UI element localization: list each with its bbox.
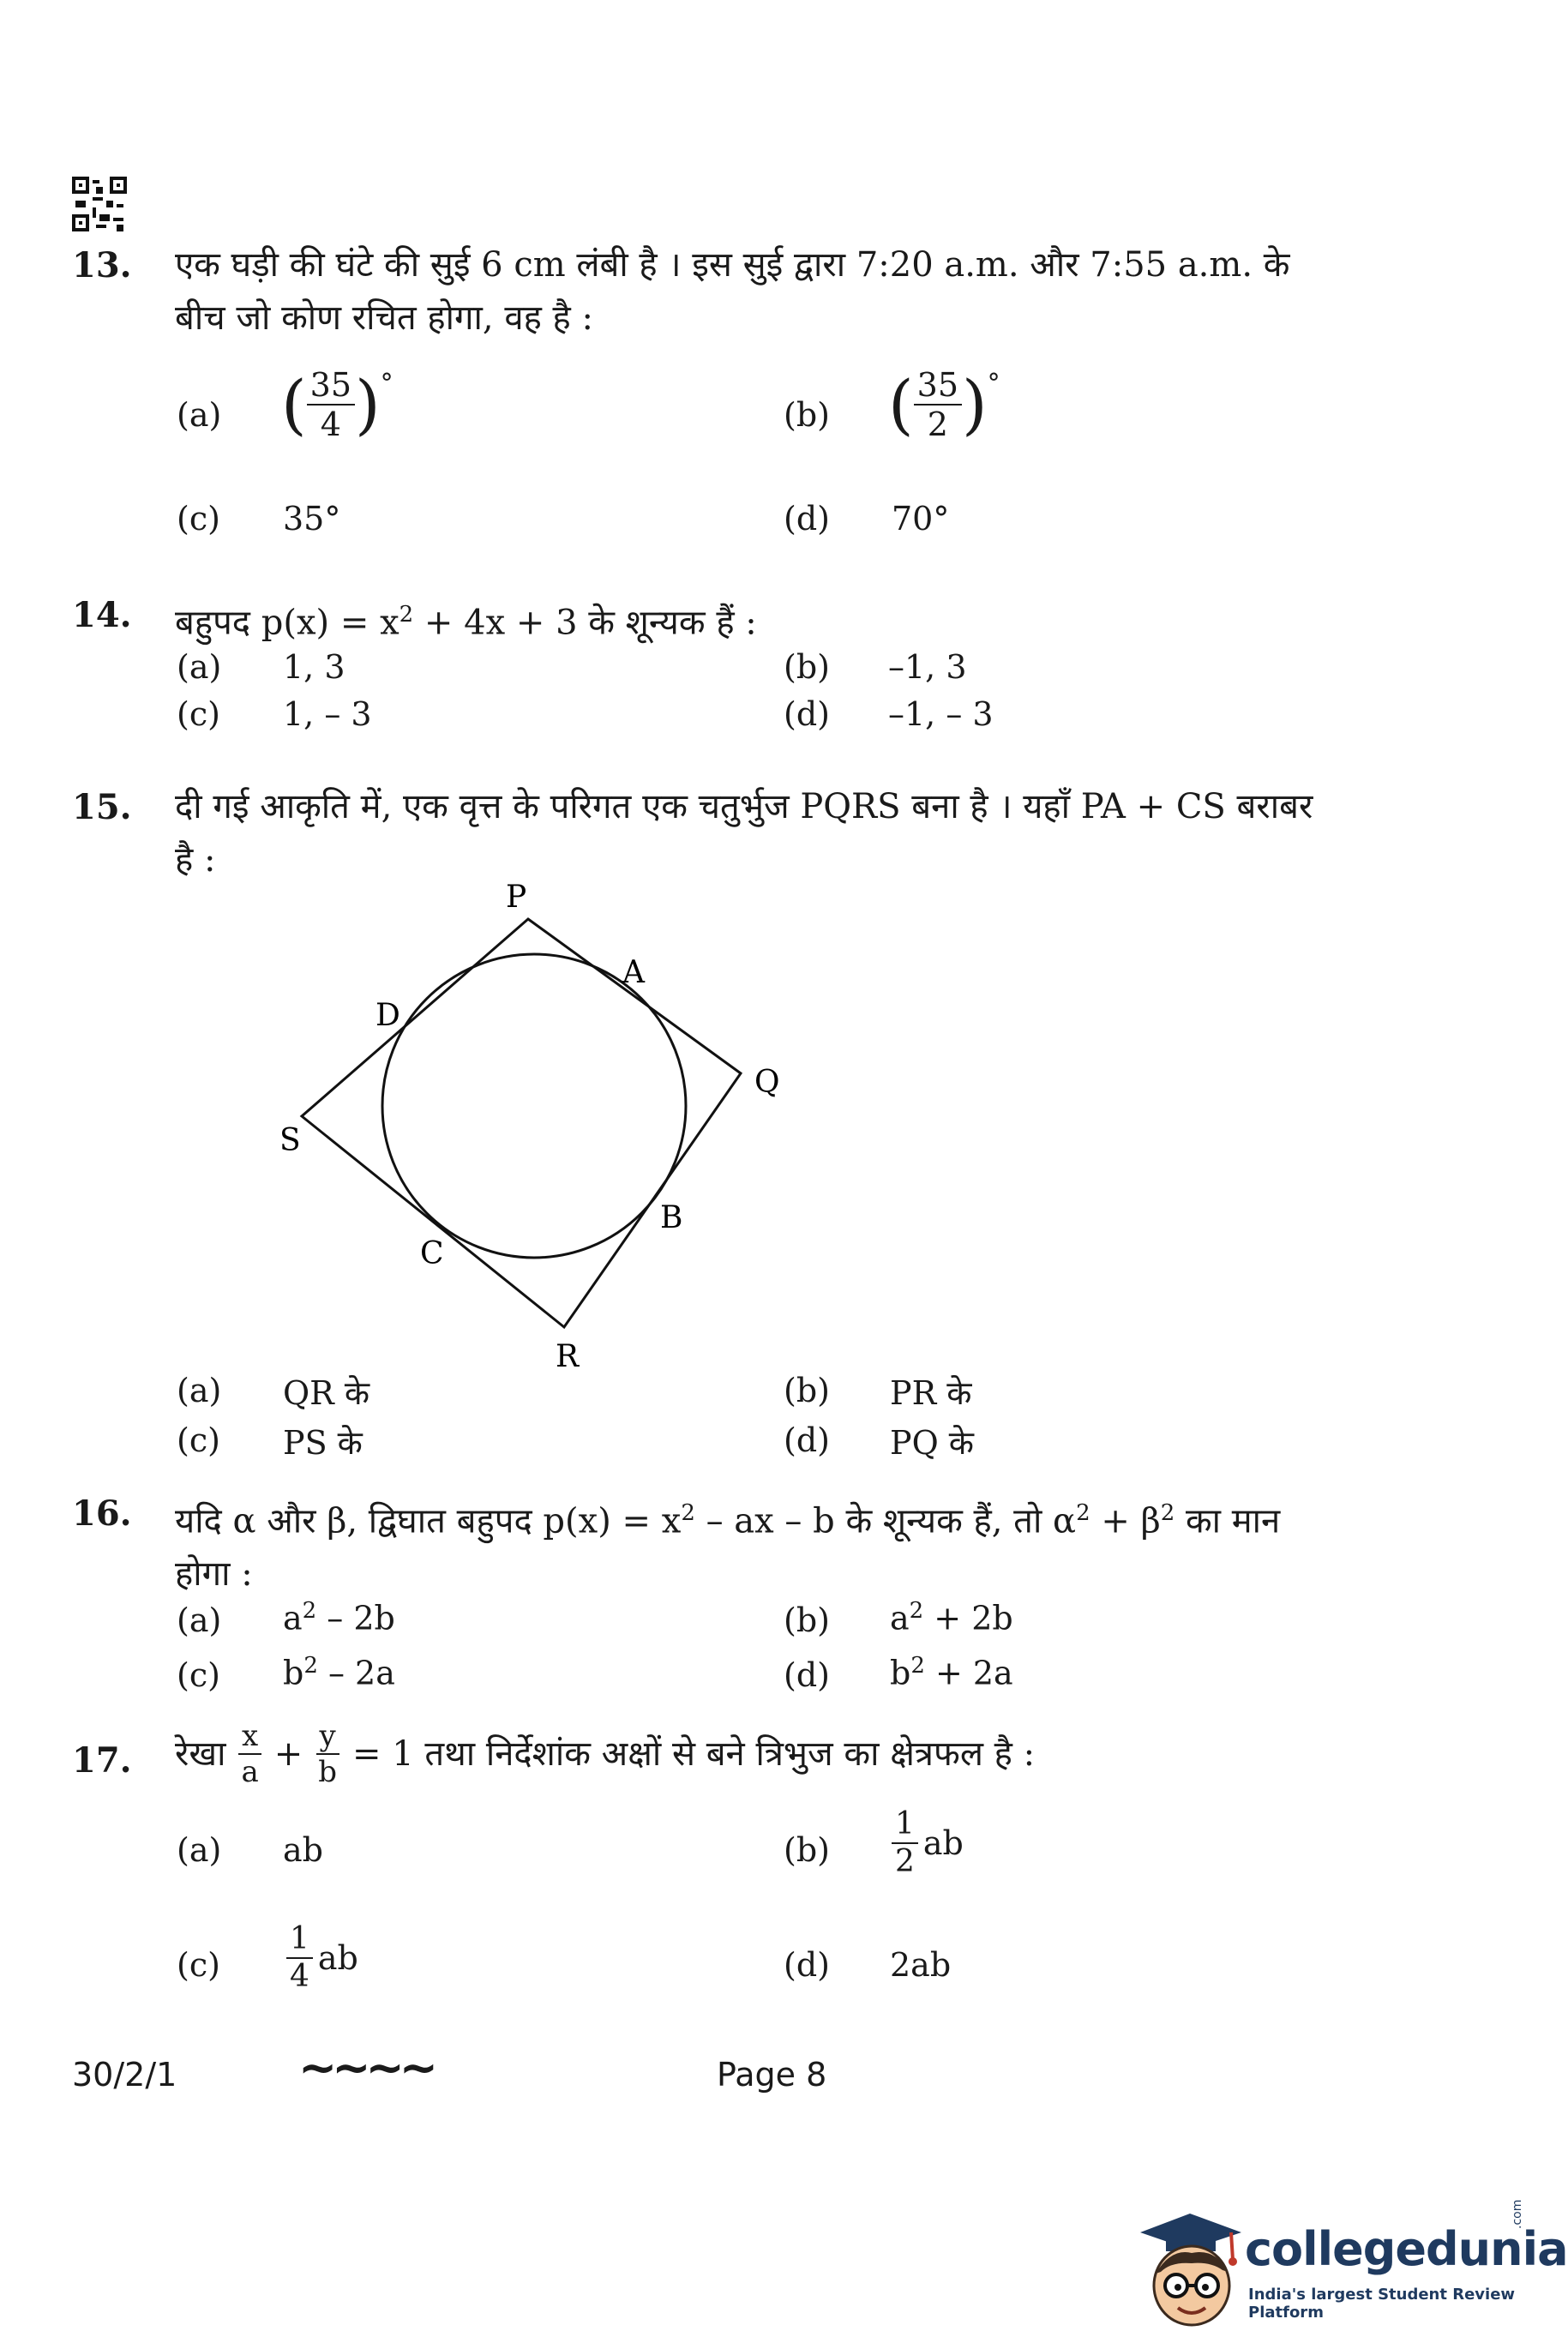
brand-dotcom: .com <box>1511 2199 1524 2229</box>
mascot-logo-icon <box>1137 2210 1248 2330</box>
option-value: PS के <box>283 1424 363 1462</box>
question-number: 17. <box>72 1740 132 1781</box>
option-value: ( $\frac{35}{2}$ )° <box>888 366 1000 443</box>
option-value: 1, – 3 <box>283 695 372 733</box>
point-label-b: B <box>660 1200 683 1235</box>
option-value: ab <box>283 1831 323 1869</box>
point-label-c: C <box>420 1236 444 1271</box>
option-label: (d) <box>784 695 830 733</box>
option-value: $\frac{1}{4}$ ab <box>286 1924 358 1992</box>
point-label-d: D <box>375 998 400 1033</box>
option-label: (a) <box>177 1372 222 1409</box>
option-label: (b) <box>784 1601 830 1639</box>
vertex-label-p: P <box>506 880 527 915</box>
option-label: (c) <box>177 695 220 733</box>
option-label: (a) <box>177 1601 222 1639</box>
option-value: 70° <box>892 500 950 538</box>
wave-ornament: ~~~~ <box>298 2040 433 2094</box>
question-number: 14. <box>72 595 132 635</box>
option-label: (c) <box>177 1656 220 1694</box>
question-number: 15. <box>72 787 132 827</box>
quadrilateral-pqrs <box>302 919 741 1327</box>
option-label: (c) <box>177 1946 220 1984</box>
paper-code: 30/2/1 <box>72 2056 177 2094</box>
option-label: (b) <box>784 1831 830 1869</box>
question-text: यदि α और β, द्विघात बहुपद $p(x) = x^2$ – ax – b के शून्यक हैं, तो $\alpha^2 + \beta^2$ का मान होगा : <box>175 1500 1281 1595</box>
question-number: 16. <box>72 1493 132 1534</box>
option-label: (d) <box>784 1421 830 1459</box>
point-label-a: A <box>622 955 645 990</box>
option-value: –1, – 3 <box>888 695 994 733</box>
option-label: (d) <box>784 1946 830 1984</box>
option-label: (d) <box>784 1656 830 1694</box>
quadrilateral-circle-figure <box>257 866 823 1380</box>
option-label: (b) <box>784 396 830 434</box>
brand-name: collegedunia <box>1245 2222 1568 2276</box>
option-value: $a^2 + 2b$ <box>890 1598 1013 1637</box>
vertex-label-q: Q <box>754 1065 780 1100</box>
option-label: (b) <box>784 648 830 686</box>
question-text: दी गई आकृति में, एक वृत्त के परिगत एक चतुर्भुज PQRS बना है । यहाँ PA + CS बराबर है : <box>175 787 1313 880</box>
option-value: $\frac{1}{2}$ ab <box>892 1809 964 1877</box>
option-value: 2ab <box>890 1946 952 1984</box>
question-text: रेखा $\frac{x}{a}$ + $\frac{y}{b}$ = 1 तथा निर्देशांक अक्षों से बने त्रिभुज का क्षेत्रफल है : <box>175 1719 1036 1789</box>
option-value: PQ के <box>890 1424 974 1462</box>
option-label: (a) <box>177 648 222 686</box>
brand-tagline: India's largest Student Review Platform <box>1248 2286 1516 2322</box>
option-value: ( $\frac{35}{4}$ )° <box>281 366 394 443</box>
page-number: Page 8 <box>717 2056 827 2094</box>
option-value: $b^2 + 2a$ <box>890 1653 1013 1692</box>
vertex-label-s: S <box>279 1123 301 1158</box>
vertex-label-r: R <box>556 1339 580 1374</box>
qr-code-icon <box>72 177 127 231</box>
option-label: (a) <box>177 1831 222 1869</box>
option-label: (c) <box>177 1421 220 1459</box>
question-text: एक घड़ी की घंटे की सुई 6 cm लंबी है । इस सुई द्वारा 7:20 a.m. और 7:55 a.m. के बीच जो कोण रचित होगा, वह है : <box>175 245 1290 338</box>
option-value: $a^2 - 2b$ <box>283 1598 395 1637</box>
option-label: (a) <box>177 396 222 434</box>
option-label: (d) <box>784 500 830 538</box>
option-value: QR के <box>283 1374 370 1412</box>
option-value: PR के <box>890 1374 972 1412</box>
option-value: 1, 3 <box>283 648 345 686</box>
question-number: 13. <box>72 245 132 285</box>
option-label: (b) <box>784 1372 830 1409</box>
option-value: $b^2 - 2a$ <box>283 1653 395 1692</box>
option-label: (c) <box>177 500 220 538</box>
option-value: –1, 3 <box>888 648 967 686</box>
option-value: 35° <box>283 500 341 538</box>
question-text: बहुपद $p(x) = x^2 + 4x + 3$ के शून्यक हैं : <box>175 602 757 643</box>
